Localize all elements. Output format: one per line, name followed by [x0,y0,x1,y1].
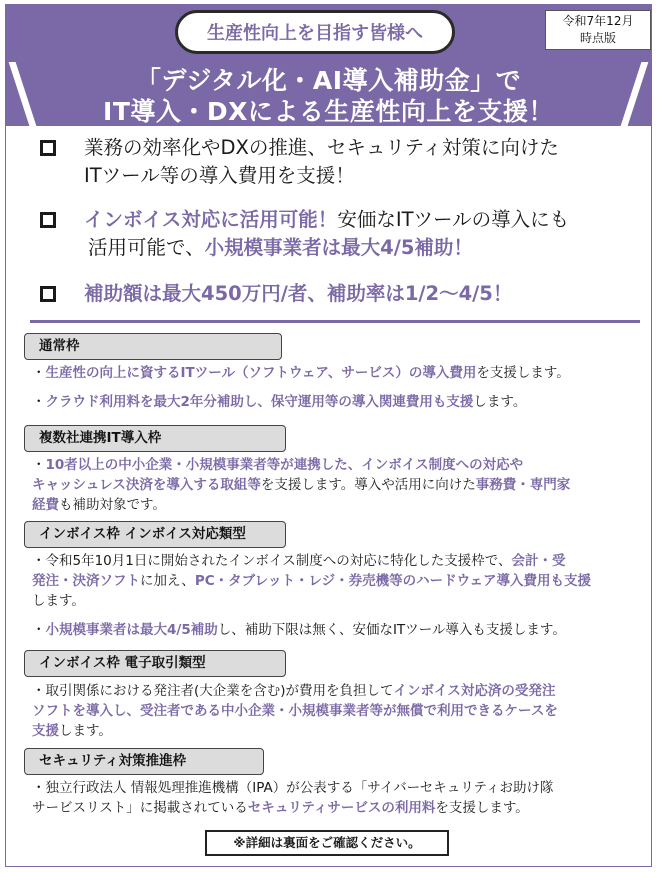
key-point-3-text: 補助額は最大450万円/者、補助率は1/2～4/5！ [84,282,513,305]
see-back-note: ※詳細は裏面をご確認ください。 [205,830,449,856]
divider [30,320,640,323]
key-points [5,126,652,322]
checkbox-square-icon [40,286,56,302]
section-standard-line-1: ・生産性の向上に資するITツール（ソフトウェア、サービス）の導入費用を支援します。 [32,365,570,381]
checkbox-square-icon [40,212,56,228]
key-point-2-text-2: 活用可能で、 [88,236,205,259]
section-header-standard: 通常枠 [24,333,282,360]
checkbox-square-icon [40,140,56,156]
main-title-line-2: IT導入・DXによる生産性向上を支援！ [103,97,554,126]
key-point-3 [84,280,644,308]
key-point-2-highlight-2: 小規模事業者は最大4/5補助！ [204,236,473,259]
key-point-2-highlight: インボイス対応に活用可能！ [84,208,338,231]
section-header-invoice-e-transaction: インボイス枠 電子取引類型 [24,650,286,677]
section-security-text: ・独立行政法人 情報処理推進機構（IPA）が公表する「サイバーセキュリティお助け隊 サービスリスト」に掲載されているセキュリティサービスの利用料を支援します。 [32,780,554,816]
section-header-invoice-support: インボイス枠 インボイス対応類型 [24,521,286,548]
audience-pill: 生産性向上を目指す皆様へ [175,10,455,54]
section-standard-line-2: ・クラウド利用料を最大2年分補助し、保守運用等の導入関連費用も支援します。 [32,394,527,410]
date-badge [545,10,651,50]
main-title-line-1: 「デジタル化・AI導入補助金」で [135,66,522,95]
key-point-1-line-2: ITツール等の導入費用を支援！ [84,164,355,187]
section-invoice-support-line-2: ・小規模事業者は最大4/5補助し、補助下限は無く、安価なITツール導入も支援します。 [32,622,566,638]
key-point-1 [84,134,644,190]
key-point-2 [84,206,644,262]
date-line-1: 令和7年12月 [562,14,634,28]
section-header-security: セキュリティ対策推進枠 [24,748,264,775]
section-header-multi-company: 複数社連携IT導入枠 [24,425,286,452]
key-point-2-text: 安価なITツールの導入にも [337,208,570,231]
date-line-2: 時点版 [579,31,616,45]
key-point-1-line-1: 業務の効率化やDXの推進、セキュリティ対策に向けた [84,136,559,159]
section-invoice-support-text: ・令和5年10月1日に開始されたインボイス制度への対応に特化した支援枠で、会計・受 発注・決済ソフトに加え、PC・タブレット・レジ・券売機等のハードウェア導入費用も支援 します。 [32,553,592,609]
header-banner [5,4,652,126]
section-invoice-e-transaction-text: ・取引関係における発注者(大企業を含む)が費用を負担してインボイス対応済の受発注 ソフトを導入し、受注者である中小企業・小規模事業者等が無償で利用できるケースを 支援します。 [32,683,558,739]
section-multi-company-text: ・10者以上の中小企業・小規模事業者等が連携した、インボイス制度への対応や キャッシュレス決済を導入する取組等を支援します。導入や活用に向けた事務費・専門家 経費も補助対象です。 [32,457,571,513]
